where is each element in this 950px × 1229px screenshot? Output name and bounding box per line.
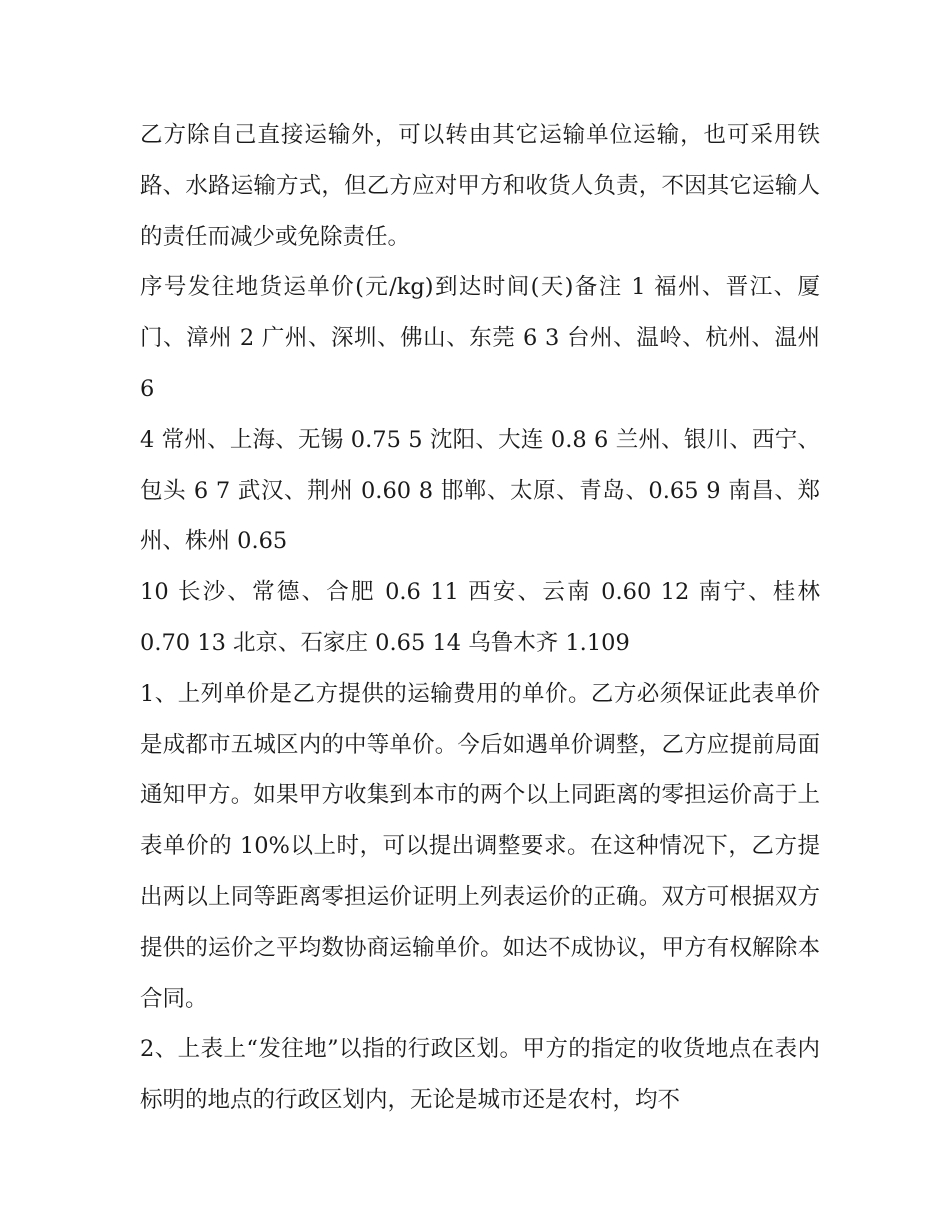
- paragraph-clause-1: 1、上列单价是乙方提供的运输费用的单价。乙方必须保证此表单价是成都市五城区内的中等单价。今后如遇单价调整，乙方应提前局面通知甲方。如果甲方收集到本市的两个以上同距离的零担运价高于上表单价的 10%以上时，可以提出调整要求。在这种情况下，乙方提出两以上同等距离零担运价证明上列表运价的正确。双方可根据双方提供的运价之平均数协商运输单价。如达不成协议，甲方有权解除本合同。: [140, 680, 820, 1012]
- paragraph-clause-2: 2、上表上“发往地”以指的行政区划。甲方的指定的收货地点在表内标明的地点的行政区划内，无论是城市还是农村，均不: [140, 1036, 820, 1114]
- paragraph-transport-responsibility: 乙方除自己直接运输外，可以转由其它运输单位运输，也可采用铁路、水路运输方式，但乙方应对甲方和收货人负责，不因其它运输人的责任而减少或免除责任。: [140, 122, 820, 250]
- paragraph-price-table-part-1: 序号发往地货运单价(元/kg)到达时间(天)备注 1 福州、晋江、厦门、漳州 2 广州、深圳、佛山、东莞 6 3 台州、温岭、杭州、温州 6: [140, 274, 820, 402]
- paragraph-price-table-part-2: 4 常州、上海、无锡 0.75 5 沈阳、大连 0.8 6 兰州、银川、西宁、包头 6 7 武汉、荆州 0.60 8 邯郸、太原、青岛、0.65 9 南昌、郑州、株州 0.65: [140, 426, 820, 555]
- document-page: [140, 110, 820, 1126]
- paragraph-price-table-part-3: 10 长沙、常德、合肥 0.6 11 西安、云南 0.60 12 南宁、桂林 0.70 13 北京、石家庄 0.65 14 乌鲁木齐 1.109: [140, 579, 820, 656]
